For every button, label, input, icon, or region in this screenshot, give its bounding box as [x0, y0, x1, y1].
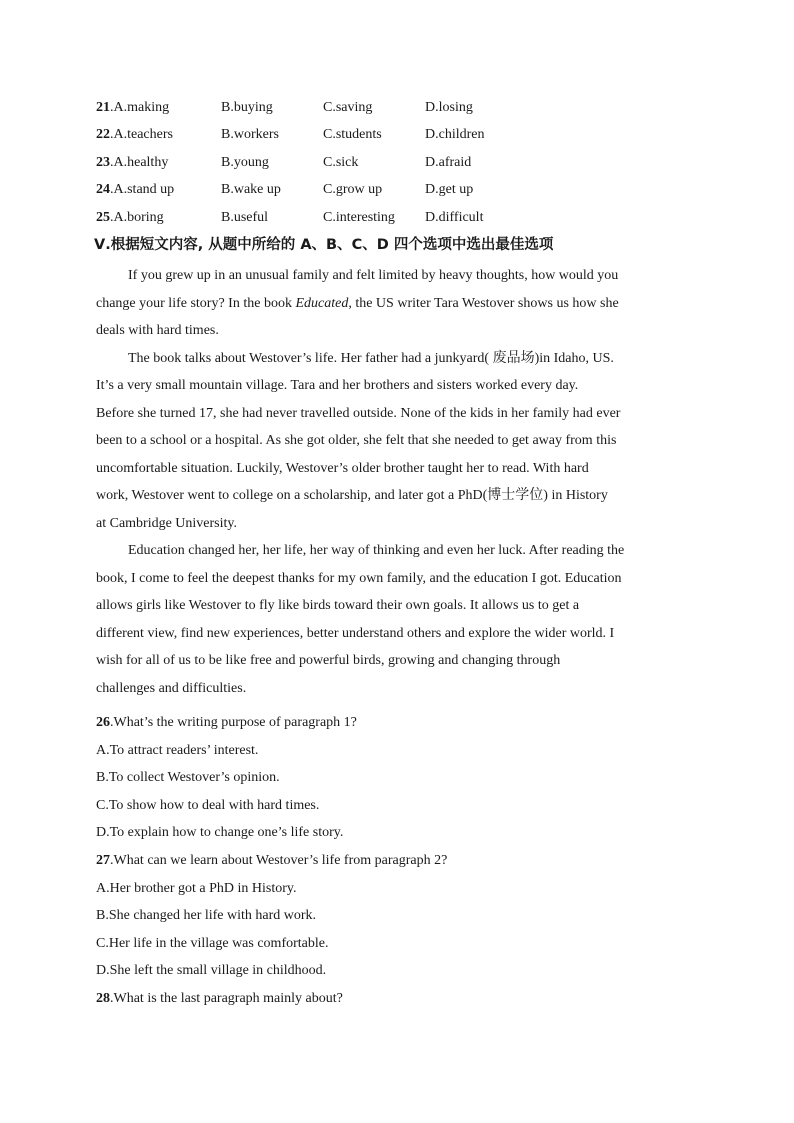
- question-number: 24: [96, 182, 110, 198]
- question-number: 21: [96, 99, 110, 115]
- option-c: C.saving: [323, 99, 373, 115]
- passage-line: It’s a very small mountain village. Tara and her brothers and sisters worked every day.: [96, 378, 579, 393]
- option-a: .A.healthy: [110, 154, 169, 170]
- paragraph-2: [96, 345, 698, 538]
- option-a: .A.boring: [110, 209, 164, 225]
- option-d: D.afraid: [425, 154, 472, 170]
- question-number: 23: [96, 154, 110, 170]
- passage-line: allows girls like Westover to fly like birds toward their own goals. It allows us to get a: [96, 598, 580, 613]
- option-row-25: [96, 204, 525, 232]
- option-b: B.young: [221, 154, 269, 170]
- question-27: 27.What can we learn about Westover’s life from paragraph 2?: [96, 852, 448, 868]
- question-26-option-d: D.To explain how to change one’s life story.: [96, 825, 344, 841]
- option-c: C.sick: [323, 154, 359, 170]
- question-27-option-a: A.Her brother got a PhD in History.: [96, 880, 297, 896]
- option-d: D.difficult: [425, 209, 484, 225]
- option-row-21: [96, 94, 525, 122]
- passage-line: deals with hard times.: [96, 323, 219, 338]
- question-number: 28: [96, 990, 110, 1006]
- option-b: B.wake up: [221, 182, 281, 198]
- reading-passage: [96, 262, 698, 702]
- option-d: D.children: [425, 127, 485, 143]
- option-row-23: [96, 149, 525, 177]
- option-row-24: [96, 177, 525, 205]
- question-28: 28.What is the last paragraph mainly about?: [96, 990, 343, 1006]
- passage-line: change your life story? In the book Educated, the US writer Tara Westover shows us how she: [96, 295, 619, 311]
- question-26-option-c: C.To show how to deal with hard times.: [96, 797, 320, 813]
- paragraph-3: [96, 537, 698, 702]
- option-a: .A.making: [110, 99, 170, 115]
- question-27-option-c: C.Her life in the village was comfortable.: [96, 935, 329, 951]
- passage-line: book, I come to feel the deepest thanks for my own family, and the education I got. Education: [96, 570, 622, 586]
- question-26-option-a: A.To attract readers’ interest.: [96, 742, 259, 758]
- option-b: B.workers: [221, 127, 279, 143]
- question-26: 26.What’s the writing purpose of paragraph 1?: [96, 715, 357, 730]
- questions-list: [96, 709, 698, 1013]
- passage-line: been to a school or a hospital. As she got older, she felt that she needed to get away from this: [96, 433, 617, 448]
- question-number: 26: [96, 715, 110, 730]
- passage-line: at Cambridge University.: [96, 515, 238, 531]
- book-title: Educated: [295, 295, 349, 311]
- passage-line: different view, find new experiences, better understand others and explore the wider world. I: [96, 625, 615, 641]
- question-number: 25: [96, 209, 110, 225]
- option-b: B.buying: [221, 99, 273, 115]
- passage-line: If you grew up in an unusual family and felt limited by heavy thoughts, how would you: [128, 268, 619, 283]
- option-a: .A.stand up: [110, 182, 175, 198]
- passage-line: Education changed her, her life, her way of thinking and even her luck. After reading the: [128, 543, 625, 558]
- question-27-option-b: B.She changed her life with hard work.: [96, 908, 317, 924]
- option-c: C.students: [323, 127, 382, 143]
- option-row-22: [96, 122, 525, 150]
- paragraph-1: [96, 262, 698, 345]
- option-a: .A.teachers: [110, 127, 173, 143]
- option-b: B.useful: [221, 209, 269, 225]
- question-number: 27: [96, 852, 110, 868]
- passage-line: wish for all of us to be like free and powerful birds, growing and changing through: [96, 653, 561, 668]
- option-d: D.losing: [425, 99, 473, 115]
- passage-line: The book talks about Westover’s life. Her father had a junkyard( 废品场)in Idaho, US.: [128, 350, 614, 366]
- passage-line: challenges and difficulties.: [96, 680, 247, 696]
- option-c: C.interesting: [323, 209, 395, 225]
- passage-line: work, Westover went to college on a scholarship, and later got a PhD(博士学位) in History: [96, 488, 608, 503]
- question-26-option-b: B.To collect Westover’s opinion.: [96, 770, 280, 786]
- options-table: [96, 94, 525, 232]
- option-c: C.grow up: [323, 182, 383, 198]
- question-27-option-d: D.She left the small village in childhood.: [96, 963, 327, 979]
- passage-line: Before she turned 17, she had never travelled outside. None of the kids in her family had ever: [96, 405, 621, 421]
- option-d: D.get up: [425, 182, 474, 198]
- question-number: 22: [96, 127, 110, 143]
- section-title: Ⅴ.根据短文内容, 从题中所给的 A、B、C、D 四个选项中选出最佳选项: [94, 237, 554, 253]
- passage-line: uncomfortable situation. Luckily, Westover’s older brother taught her to read. With hard: [96, 460, 589, 476]
